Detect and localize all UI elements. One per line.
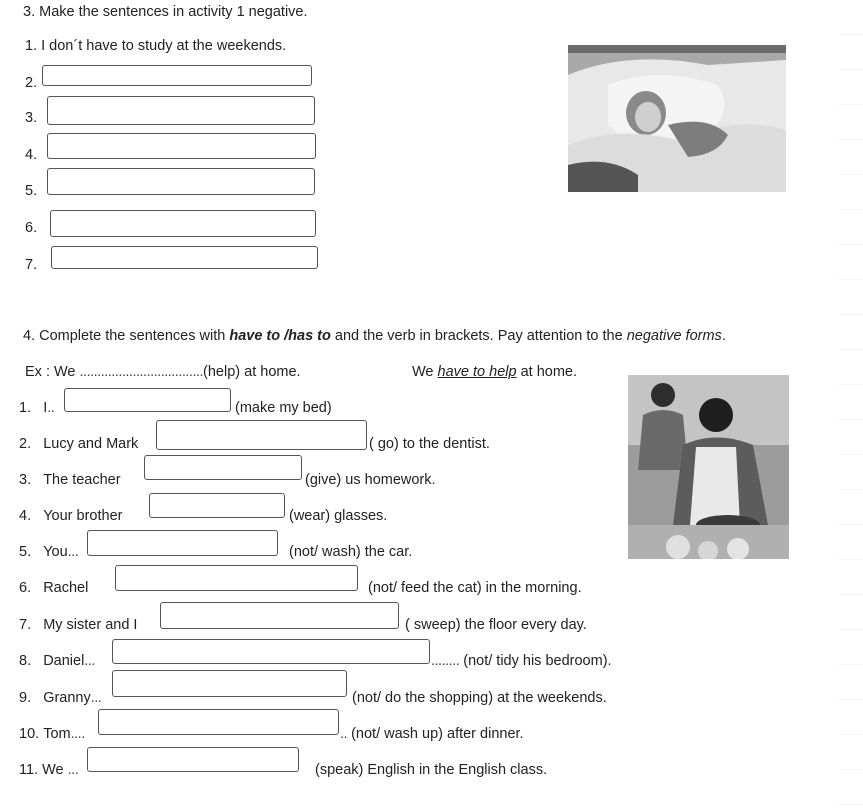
item-8-answer-box[interactable] bbox=[112, 639, 430, 664]
item-10-input[interactable] bbox=[99, 710, 338, 734]
woman-sleeping-photo-icon bbox=[568, 45, 786, 192]
item-number: 5. bbox=[19, 544, 32, 560]
item-subject: Rachel bbox=[43, 580, 89, 596]
item-dots: .... bbox=[70, 726, 85, 742]
item-7-verb: ( sweep) the floor every day. bbox=[405, 617, 587, 633]
item-8-verb: (not/ tidy his bedroom). bbox=[463, 653, 612, 669]
item-3-verb: (give) us homework. bbox=[305, 472, 436, 488]
item-subject: Tom bbox=[43, 726, 71, 742]
s3-answer-3[interactable] bbox=[47, 96, 315, 125]
section4-heading bbox=[23, 328, 726, 344]
s3-answer-7[interactable] bbox=[51, 246, 318, 269]
example-answer-underlined: have to help bbox=[437, 364, 517, 380]
s3-input-6[interactable] bbox=[51, 211, 315, 236]
item-4-input[interactable] bbox=[150, 494, 284, 517]
item-subject: Lucy and Mark bbox=[43, 436, 139, 452]
item-number: 7. bbox=[19, 617, 32, 633]
item-number: 10. bbox=[19, 726, 40, 742]
item-trail-dots: ........ bbox=[431, 653, 460, 669]
s3-answer-5[interactable] bbox=[47, 168, 315, 195]
item-subject: Your brother bbox=[43, 508, 123, 524]
item-dots: ... bbox=[67, 762, 79, 778]
item-subject: The teacher bbox=[43, 472, 121, 488]
item-6-verb: (not/ feed the cat) in the morning. bbox=[368, 580, 582, 596]
item-number: 9. bbox=[19, 690, 32, 706]
item-number: 8. bbox=[19, 653, 32, 669]
example-line bbox=[25, 364, 301, 380]
item-11-input[interactable] bbox=[88, 748, 298, 771]
example-answer-pre: We bbox=[412, 364, 438, 380]
example-dots: ................................... bbox=[79, 364, 204, 380]
item-4-answer-box[interactable] bbox=[149, 493, 285, 518]
page-edge-grid bbox=[839, 0, 863, 810]
item-1-answer-box[interactable] bbox=[64, 388, 231, 412]
item-7-input[interactable] bbox=[161, 603, 398, 628]
item-5-answer-box[interactable] bbox=[87, 530, 278, 556]
item-6-input[interactable] bbox=[116, 566, 357, 590]
item-subject: Daniel bbox=[43, 653, 85, 669]
item-2-verb: ( go) to the dentist. bbox=[369, 436, 490, 452]
item-7-answer-box[interactable] bbox=[160, 602, 399, 629]
item-number: 4. bbox=[19, 508, 32, 524]
item-2-input[interactable] bbox=[157, 421, 366, 449]
s3-num-6: 6. bbox=[25, 220, 38, 236]
heading-pre: 4. Complete the sentences with bbox=[23, 328, 230, 344]
item-8-verb-wrap bbox=[431, 653, 612, 669]
item-2-text bbox=[19, 436, 138, 452]
s3-num-4: 4. bbox=[25, 147, 38, 163]
item-9-input[interactable] bbox=[113, 671, 346, 696]
item-5-text bbox=[19, 544, 78, 560]
item-1-text bbox=[19, 400, 54, 416]
men-cooking-photo-icon bbox=[628, 375, 789, 559]
heading-italic: negative forms bbox=[626, 328, 722, 344]
example-answer bbox=[412, 364, 577, 380]
item-4-verb: (wear) glasses. bbox=[289, 508, 388, 524]
s3-num-5: 5. bbox=[25, 183, 38, 199]
heading-mid: and the verb in brackets. Pay attention to the bbox=[330, 328, 627, 344]
item-10-verb: (not/ wash up) after dinner. bbox=[351, 726, 524, 742]
s3-answer-4[interactable] bbox=[47, 133, 316, 159]
item-7-text bbox=[19, 617, 137, 633]
item-11-text bbox=[19, 762, 78, 778]
item-10-text bbox=[19, 726, 85, 742]
item-3-text bbox=[19, 472, 121, 488]
item-5-verb: (not/ wash) the car. bbox=[289, 544, 413, 560]
example-verb: (help) at home. bbox=[203, 364, 301, 380]
item-6-answer-box[interactable] bbox=[115, 565, 358, 591]
item-3-input[interactable] bbox=[145, 456, 301, 479]
item-1-input[interactable] bbox=[65, 389, 230, 411]
item-1-verb: (make my bed) bbox=[235, 400, 332, 416]
item-3-answer-box[interactable] bbox=[144, 455, 302, 480]
item-5-input[interactable] bbox=[88, 531, 277, 555]
item-8-text bbox=[19, 653, 95, 669]
section3-heading: 3. Make the sentences in activity 1 negative. bbox=[23, 4, 308, 20]
item-9-text bbox=[19, 690, 101, 706]
s3-answer-6[interactable] bbox=[50, 210, 316, 237]
item-10-answer-box[interactable] bbox=[98, 709, 339, 735]
example-label: Ex : We bbox=[25, 364, 76, 380]
s3-answer-2[interactable] bbox=[42, 65, 312, 86]
heading-end: . bbox=[721, 328, 726, 344]
item-9-verb: (not/ do the shopping) at the weekends. bbox=[352, 690, 607, 706]
s3-num-2: 2. bbox=[25, 75, 38, 91]
item-9-answer-box[interactable] bbox=[112, 670, 347, 697]
heading-bold: have to /has to bbox=[229, 328, 331, 344]
item-6-text bbox=[19, 580, 88, 596]
item-subject: You bbox=[43, 544, 68, 560]
item-11-answer-box[interactable] bbox=[87, 747, 299, 772]
item-number: 2. bbox=[19, 436, 32, 452]
s3-input-5[interactable] bbox=[48, 169, 314, 194]
item-dots: .. bbox=[47, 400, 55, 416]
s3-input-7[interactable] bbox=[52, 247, 317, 268]
item-dots: ... bbox=[90, 690, 102, 706]
item-subject: My sister and I bbox=[43, 617, 138, 633]
s3-input-2[interactable] bbox=[43, 66, 311, 85]
section3-example: 1. I don´t have to study at the weekends. bbox=[25, 38, 287, 54]
item-subject: I bbox=[43, 400, 48, 416]
item-2-answer-box[interactable] bbox=[156, 420, 367, 450]
item-number: 3. bbox=[19, 472, 32, 488]
s3-input-4[interactable] bbox=[48, 134, 315, 158]
item-11-verb: (speak) English in the English class. bbox=[315, 762, 548, 778]
item-number: 6. bbox=[19, 580, 32, 596]
item-10-verb-wrap bbox=[340, 726, 524, 742]
item-trail-dots: .. bbox=[340, 726, 348, 742]
s3-input-3[interactable] bbox=[48, 97, 314, 124]
s3-num-3: 3. bbox=[25, 110, 38, 126]
item-4-text bbox=[19, 508, 122, 524]
item-subject: We bbox=[42, 762, 64, 778]
item-8-input[interactable] bbox=[113, 640, 429, 663]
item-subject: Granny bbox=[43, 690, 91, 706]
s3-num-7: 7. bbox=[25, 257, 38, 273]
item-dots: ... bbox=[67, 544, 79, 560]
item-dots: ... bbox=[84, 653, 95, 669]
item-number: 1. bbox=[19, 400, 32, 416]
item-number: 11. bbox=[19, 762, 39, 778]
example-answer-post: at home. bbox=[516, 364, 577, 380]
